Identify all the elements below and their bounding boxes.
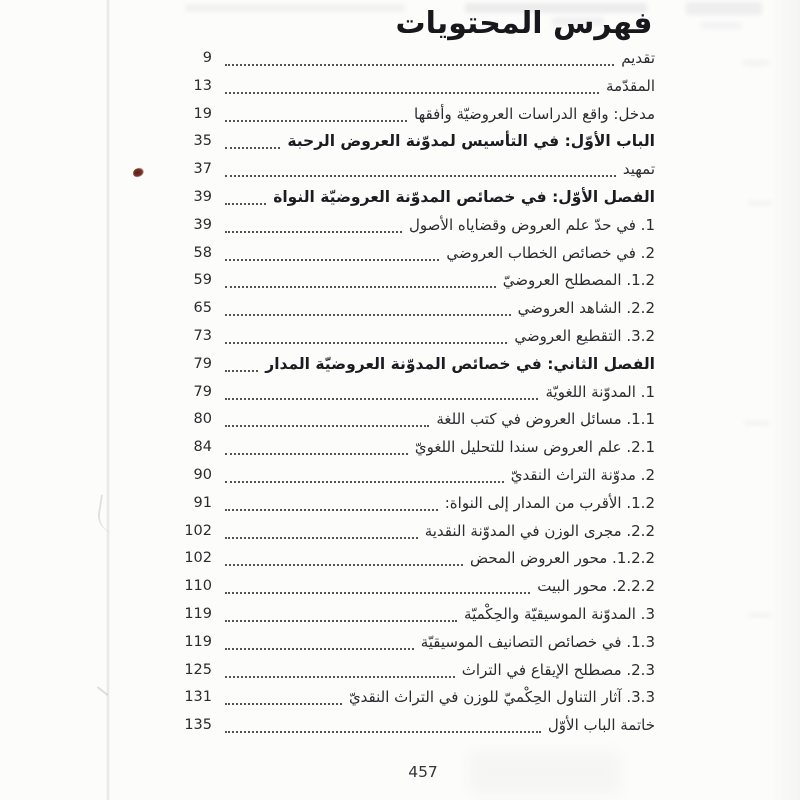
toc-entry-page: 119	[184, 605, 212, 622]
toc-entry-page: 90	[193, 466, 212, 483]
dot-leader	[225, 351, 258, 372]
dot-leader	[225, 684, 342, 705]
dot-leader	[225, 406, 429, 427]
toc-entry-page: 135	[184, 717, 212, 734]
toc-entry-page: 125	[184, 661, 212, 678]
toc-row	[160, 573, 655, 601]
toc-row	[160, 73, 655, 101]
toc-row	[160, 490, 655, 518]
toc-row	[160, 406, 655, 434]
toc-entry-label: خاتمة الباب الأوّل	[547, 716, 655, 735]
dot-leader	[225, 240, 439, 261]
toc-row	[160, 184, 655, 212]
bleedthrough-smudge	[470, 752, 620, 794]
dot-leader	[225, 45, 614, 66]
toc-row	[160, 545, 655, 573]
toc-row	[160, 240, 655, 268]
toc-entry-page: 80	[193, 411, 212, 428]
toc-row	[160, 45, 655, 73]
toc-row	[160, 379, 655, 407]
toc-list	[160, 45, 655, 740]
bleedthrough-smudge	[748, 200, 772, 206]
toc-entry-page: 37	[193, 161, 212, 178]
toc-row	[160, 101, 655, 129]
scan-scratch-mark	[95, 495, 122, 534]
toc-entry-page: 19	[193, 105, 212, 122]
toc-row	[160, 629, 655, 657]
toc-entry-page: 131	[184, 689, 212, 706]
toc-entry-label: 2.1. علم العروض سندا للتحليل اللغويّ	[414, 438, 655, 457]
toc-entry-label: تمهيد	[622, 160, 655, 179]
toc-entry-label: مدخل: واقع الدراسات العروضيّة وأفقها	[414, 104, 655, 123]
toc-entry-page: 84	[193, 439, 212, 456]
toc-entry-page: 9	[202, 50, 212, 66]
toc-row	[160, 295, 655, 323]
toc-entry-label: 2.3. مصطلح الإيقاع في التراث	[461, 660, 655, 679]
bleedthrough-smudge	[742, 60, 770, 66]
dot-leader	[225, 379, 538, 400]
dot-leader	[225, 462, 504, 483]
toc-row	[160, 657, 655, 685]
toc-entry-label: 1. المدوّنة اللغويّة	[545, 382, 655, 401]
dot-leader	[225, 573, 530, 594]
toc-entry-label: الفصل الأوّل: في خصائص المدوّنة العروضيّة النواة	[273, 187, 655, 206]
bleedthrough-smudge	[700, 22, 742, 29]
toc-entry-label: تقديم	[621, 49, 655, 67]
toc-row	[160, 434, 655, 462]
toc-entry-page: 79	[193, 383, 212, 400]
dot-leader	[225, 323, 507, 344]
toc-entry-page: 73	[193, 327, 212, 344]
toc-entry-label: 3. المدوّنة الموسيقيّة والحِكْميّة	[464, 604, 655, 623]
toc-entry-page: 13	[193, 77, 212, 94]
dot-leader	[225, 518, 418, 539]
toc-row	[160, 518, 655, 546]
toc-entry-label: 2.2.2. محور البيت	[537, 577, 655, 596]
toc-row	[160, 712, 655, 740]
toc-row	[160, 267, 655, 295]
toc-entry-label: 1.2. الأقرب من المدار إلى النواة:	[444, 493, 655, 512]
toc-entry-page: 59	[193, 272, 212, 289]
toc-entry-label: 2.2. الشاهد العروضي	[517, 299, 655, 318]
toc-entry-page: 91	[193, 494, 212, 511]
toc-entry-label: 2.2. مجرى الوزن في المدوّنة النقدية	[424, 521, 655, 540]
bleedthrough-smudge	[185, 4, 405, 12]
page-number: 457	[408, 763, 438, 781]
dot-leader	[225, 545, 463, 566]
toc-entry-label: 1. في حدّ علم العروض وقضاياه الأصول	[409, 215, 655, 234]
dot-leader	[225, 101, 407, 122]
dot-leader	[225, 629, 414, 650]
page-crease-line	[106, 0, 110, 800]
toc-entry-page: 65	[193, 300, 212, 317]
toc-row	[160, 323, 655, 351]
bleedthrough-smudge	[748, 612, 772, 618]
toc-entry-label: المقدّمة	[606, 76, 655, 95]
toc-row	[160, 212, 655, 240]
bleedthrough-smudge	[744, 420, 770, 426]
dot-leader	[225, 601, 457, 622]
toc-entry-page: 39	[193, 188, 212, 205]
dot-leader	[225, 295, 511, 316]
toc-row	[160, 462, 655, 490]
toc-entry-page: 102	[184, 550, 212, 567]
toc-row	[160, 156, 655, 184]
toc-entry-page: 102	[184, 522, 212, 539]
dot-leader	[225, 657, 455, 678]
toc-row	[160, 601, 655, 629]
dot-leader	[225, 212, 402, 233]
dot-leader	[225, 128, 280, 149]
dot-leader	[225, 490, 438, 511]
bleedthrough-smudge	[686, 2, 762, 15]
toc-entry-label: 3.2. التقطيع العروضي	[514, 326, 655, 345]
dot-leader	[225, 184, 266, 205]
ink-speck	[132, 167, 145, 178]
toc-row	[160, 128, 655, 156]
toc-entry-label: 2. مدوّنة التراث النقديّ	[510, 465, 655, 484]
toc-entry-label: الباب الأوّل: في التأسيس لمدوّنة العروض الرحبة	[287, 132, 655, 151]
toc-entry-page: 58	[193, 244, 212, 261]
toc-entry-label: 1.2.2. محور العروض المحض	[469, 549, 655, 568]
toc-row	[160, 351, 655, 379]
toc-row	[160, 684, 655, 712]
toc-entry-label: 1.1. مسائل العروض في كتب اللغة	[436, 410, 655, 429]
toc-entry-label: 1.3. في خصائص التصانيف الموسيقيّة	[420, 632, 655, 651]
toc-entry-label: 2. في خصائص الخطاب العروضي	[446, 243, 655, 262]
toc-entry-page: 119	[184, 633, 212, 650]
page-title: فهرس المحتويات	[395, 6, 653, 41]
dot-leader	[225, 156, 616, 177]
dot-leader	[225, 434, 408, 455]
toc-entry-page: 35	[193, 133, 212, 150]
toc-entry-label: 1.2. المصطلح العروضيّ	[502, 271, 655, 290]
toc-entry-page: 110	[184, 578, 212, 595]
toc-entry-label: 3.3. آثار التناول الحِكْميّ للوزن في التراث النقديّ	[348, 688, 655, 707]
dot-leader	[225, 712, 541, 733]
toc-entry-label: الفصل الثاني: في خصائص المدوّنة العروضيّة المدار	[265, 354, 655, 373]
toc-entry-page: 79	[193, 355, 212, 372]
toc-entry-page: 39	[193, 216, 212, 233]
dot-leader	[225, 73, 599, 94]
dot-leader	[225, 267, 496, 288]
